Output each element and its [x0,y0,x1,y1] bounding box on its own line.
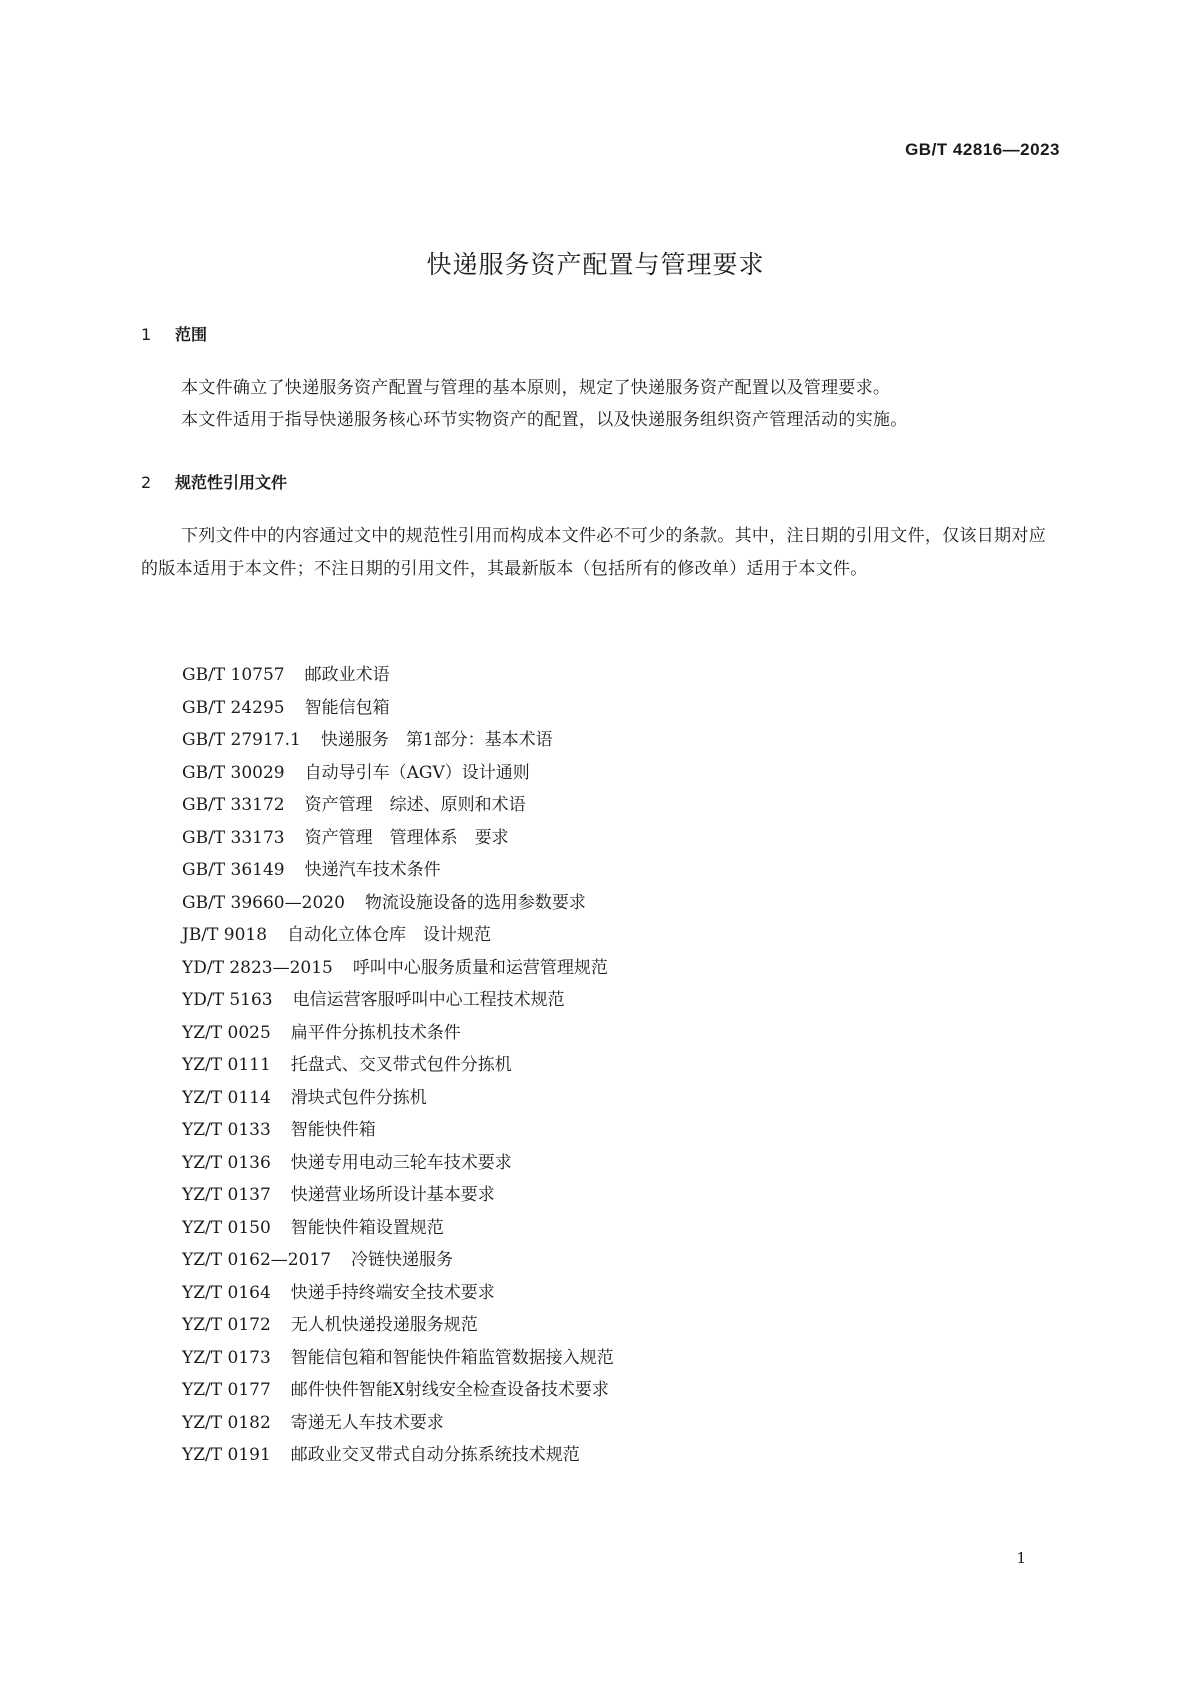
reference-code: GB/T 33172 [182,795,285,815]
reference-code: YZ/T 0164 [182,1282,271,1303]
reference-code: YZ/T 0114 [182,1087,271,1108]
reference-title: 智能快件箱 [290,1120,376,1140]
section-1-title: 范围 [175,325,208,344]
reference-item [182,1179,614,1212]
reference-item [182,1309,614,1342]
reference-item [182,822,614,855]
reference-title: 电信运营客服呼叫中心工程技术规范 [292,990,565,1010]
reference-title: 自动化立体仓库 设计规范 [287,925,492,945]
reference-item [182,854,614,887]
reference-title: 资产管理 管理体系 要求 [304,827,509,848]
reference-item [182,919,614,952]
reference-item [182,1277,614,1310]
reference-title: 寄递无人车技术要求 [290,1412,444,1433]
reference-title: 无人机快递投递服务规范 [290,1315,478,1335]
reference-code: JB/T 9018 [182,925,268,945]
reference-code: YZ/T 0191 [182,1445,271,1465]
reference-title: 快递服务 第1部分：基本术语 [320,730,553,750]
reference-title: 物流设施设备的选用参数要求 [364,892,586,913]
reference-item [182,1439,614,1472]
reference-title: 自动导引车（AGV）设计通则 [304,762,530,783]
reference-item [182,887,614,920]
section-2-intro: 下列文件中的内容通过文中的规范性引用而构成本文件必不可少的条款。其中，注日期的引用文件，仅该日期对应的版本适用于本文件；不注日期的引用文件，其最新版本（包括所有的修改单）适用于本文件。 [141,526,1046,579]
section-2-title: 规范性引用文件 [175,473,288,492]
reference-code: YZ/T 0162—2017 [182,1250,332,1270]
section-1-paragraph-1: 本文件确立了快递服务资产配置与管理的基本原则，规定了快递服务资产配置以及管理要求。 [181,378,891,398]
reference-item [182,1244,614,1277]
section-2-number: 2 [141,473,152,492]
reference-item [182,789,614,822]
reference-code: GB/T 10757 [182,665,285,685]
reference-title: 邮政业交叉带式自动分拣系统技术规范 [290,1445,580,1465]
reference-code: YZ/T 0172 [182,1315,271,1335]
reference-title: 托盘式、交叉带式包件分拣机 [290,1055,512,1075]
reference-item [182,1407,614,1440]
reference-title: 冷链快递服务 [351,1250,454,1270]
reference-title: 邮件快件智能X射线安全检查设备技术要求 [290,1380,609,1400]
reference-code: GB/T 36149 [182,860,285,880]
reference-code: YZ/T 0136 [182,1152,271,1173]
reference-code: YZ/T 0137 [182,1185,271,1205]
section-1-number: 1 [141,325,152,344]
reference-code: YZ/T 0025 [182,1022,271,1043]
reference-code: YZ/T 0177 [182,1380,271,1400]
reference-code: GB/T 30029 [182,762,285,783]
reference-item [182,1374,614,1407]
reference-item [182,1017,614,1050]
reference-title: 快递专用电动三轮车技术要求 [290,1152,512,1173]
reference-title: 资产管理 综述、原则和术语 [304,795,526,815]
reference-item [182,1114,614,1147]
document-title: 快递服务资产配置与管理要求 [426,250,765,279]
reference-title: 快递营业场所设计基本要求 [290,1185,495,1205]
page-number: 1 [1016,1549,1026,1567]
reference-code: YD/T 5163 [182,990,273,1010]
reference-code: GB/T 27917.1 [182,730,301,750]
reference-code: YZ/T 0182 [182,1412,271,1433]
reference-item [182,1049,614,1082]
reference-title: 智能快件箱设置规范 [290,1217,444,1238]
section-1-heading [141,322,207,345]
reference-title: 快递手持终端安全技术要求 [290,1282,495,1303]
reference-title: 滑块式包件分拣机 [290,1087,427,1108]
reference-code: GB/T 33173 [182,827,285,848]
reference-title: 呼叫中心服务质量和运营管理规范 [352,957,608,978]
reference-title: 快递汽车技术条件 [304,860,441,880]
reference-item [182,1212,614,1245]
reference-item [182,724,614,757]
reference-item [182,1342,614,1375]
reference-item [182,1082,614,1115]
reference-item [182,659,614,692]
reference-list [182,659,614,1472]
reference-title: 智能信包箱和智能快件箱监管数据接入规范 [290,1347,614,1368]
reference-item [182,757,614,790]
reference-code: YZ/T 0173 [182,1347,271,1368]
reference-item [182,692,614,725]
reference-code: YZ/T 0111 [182,1055,271,1075]
standard-number: GB/T 42816—2023 [905,140,1060,159]
reference-item [182,984,614,1017]
reference-title: 智能信包箱 [304,697,390,718]
reference-code: YZ/T 0133 [182,1120,271,1140]
reference-code: GB/T 39660—2020 [182,892,345,913]
reference-title: 扁平件分拣机技术条件 [290,1022,461,1043]
section-2-heading [141,470,287,493]
reference-title: 邮政业术语 [304,665,390,685]
section-1-paragraph-2: 本文件适用于指导快递服务核心环节实物资产的配置，以及快递服务组织资产管理活动的实施。 [181,410,908,430]
reference-code: GB/T 24295 [182,697,285,718]
reference-item [182,1147,614,1180]
reference-item [182,952,614,985]
reference-code: YZ/T 0150 [182,1217,271,1238]
reference-code: YD/T 2823—2015 [182,957,333,978]
